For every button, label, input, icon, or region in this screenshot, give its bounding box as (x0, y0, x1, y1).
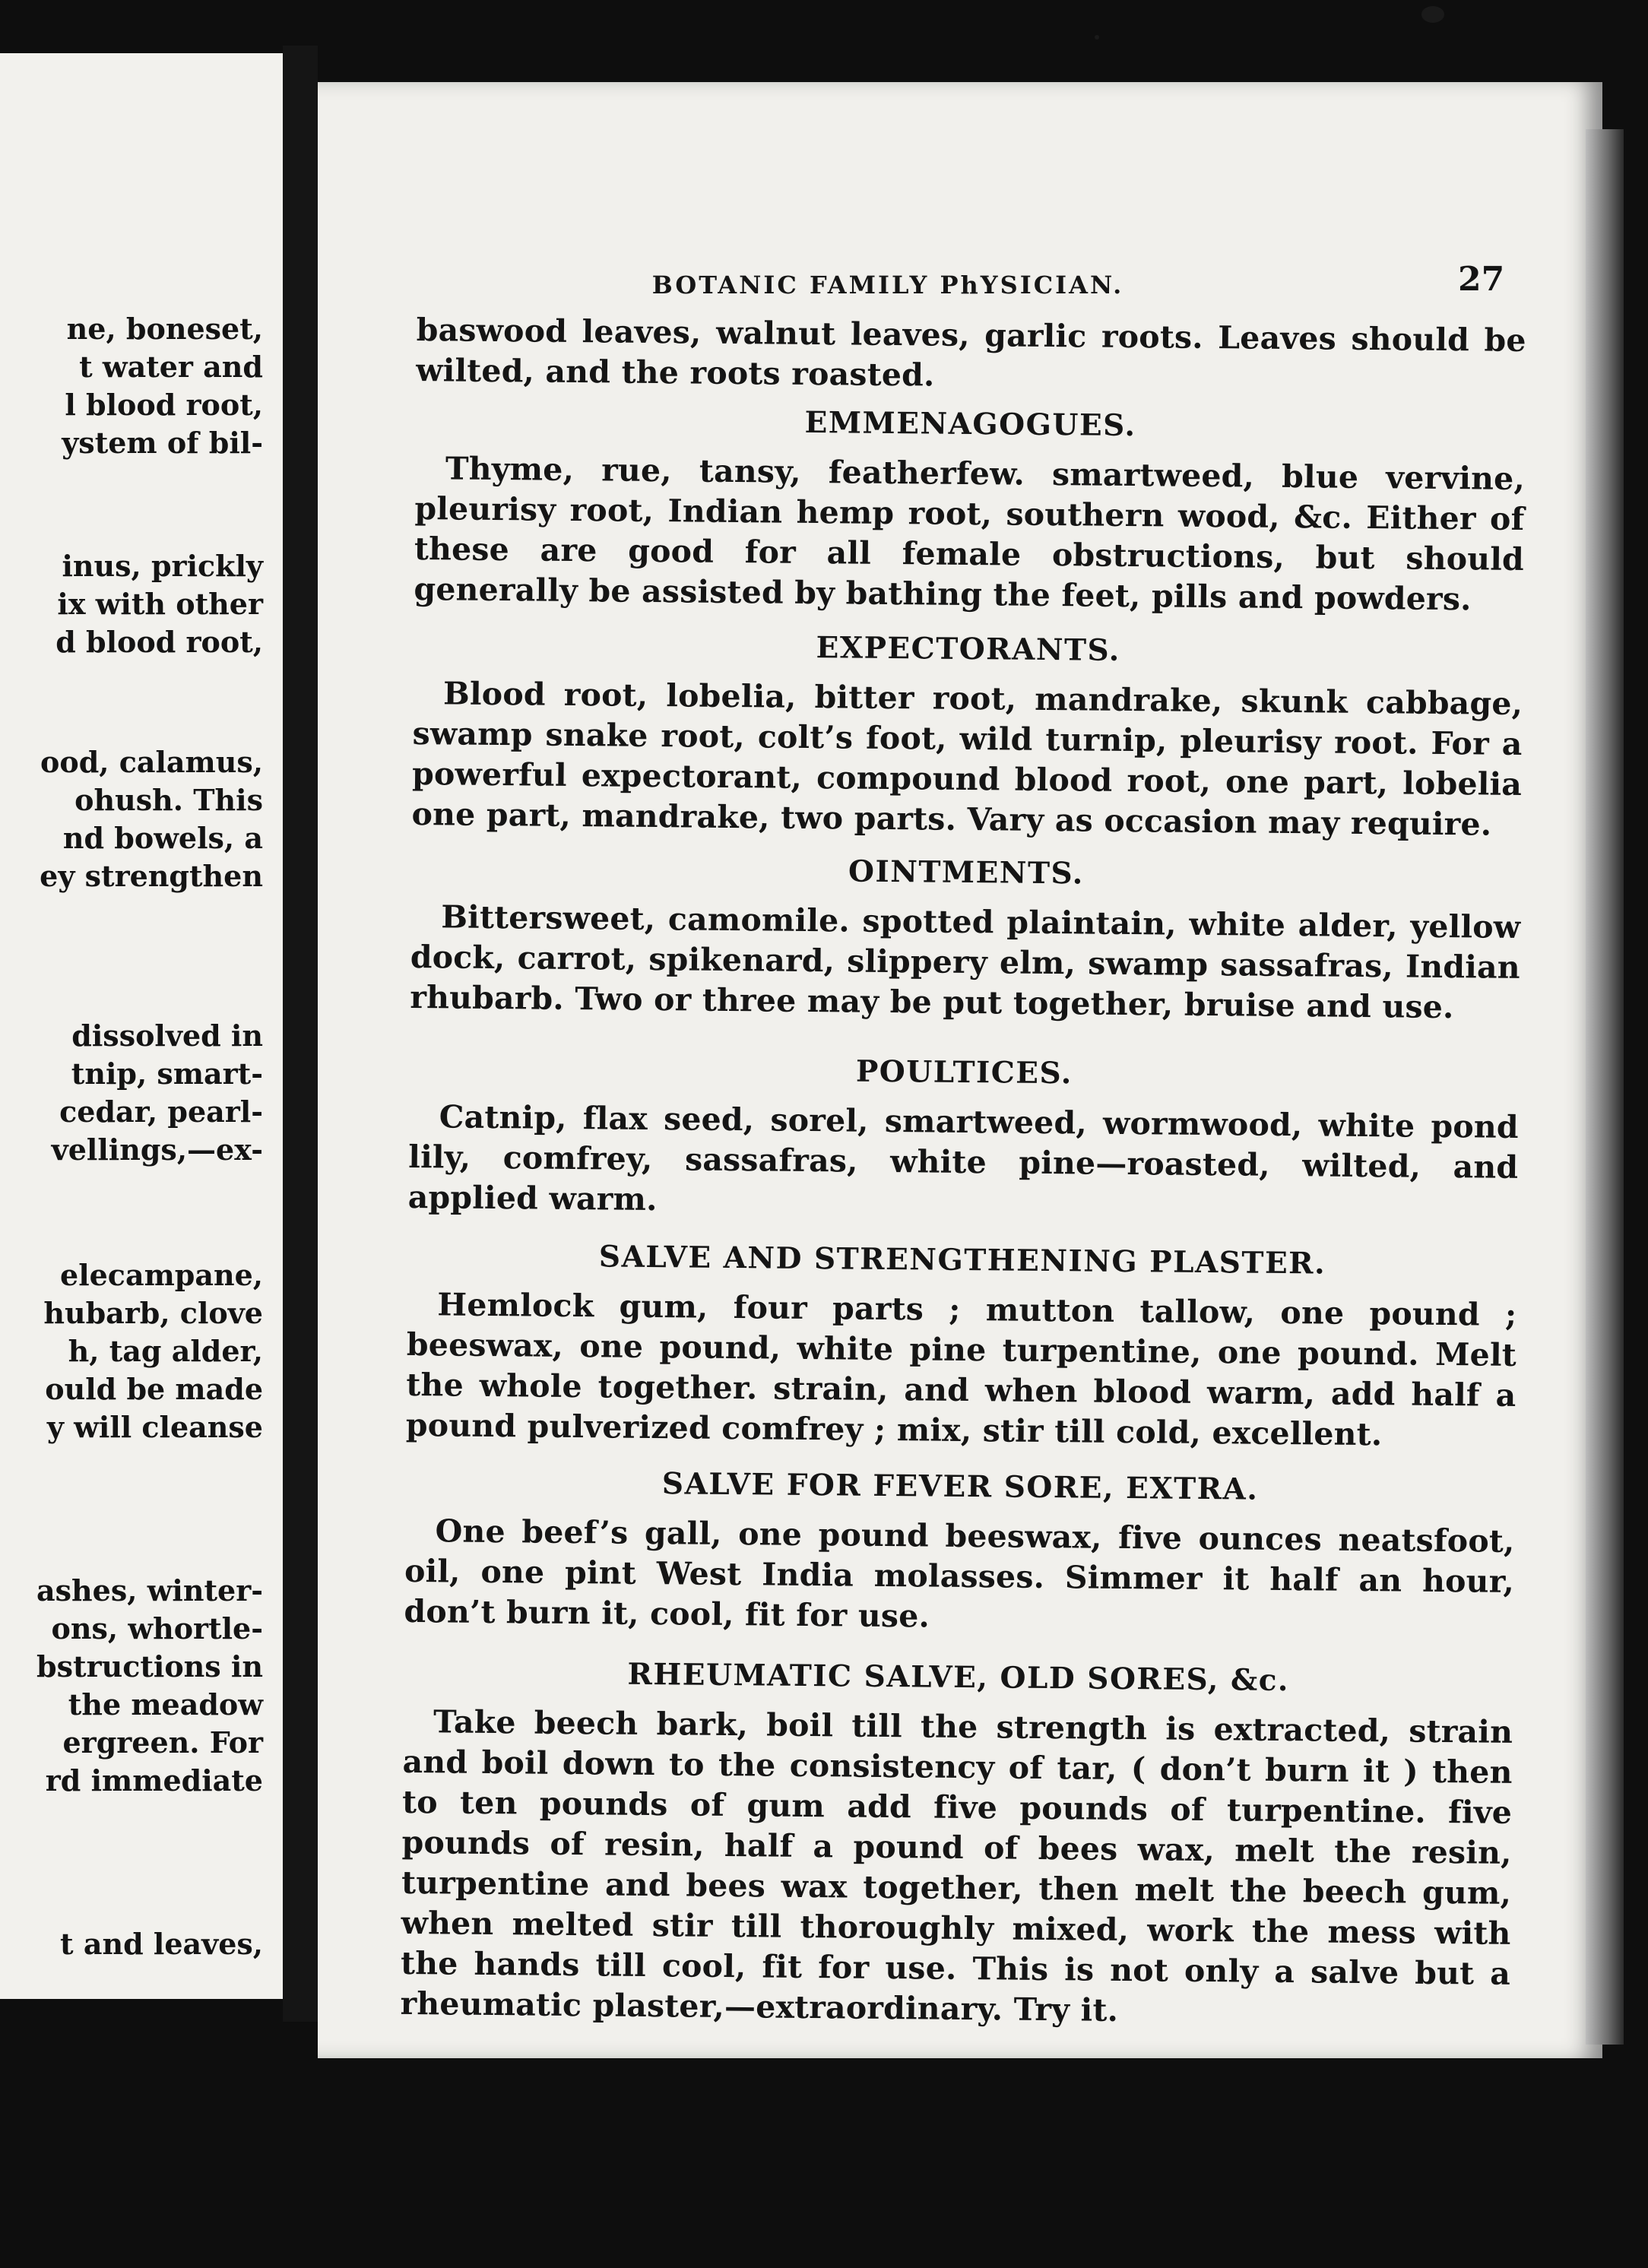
section-text-rheumatic-salve: Take beech bark, boil till the strength is extracted, strain and boil down to the consistency of tar, ( don’t burn it ) then to ten pounds of gum add five pounds of turpentine. five pounds of resin, half a pound of bees wax, melt the resin, turpentine and bees wax together, then melt the beech gum, when melted stir till thoroughly mixed, work the mess with the hands till cool, fit for use. This is not only a salve but a rheumatic plaster,—extraordinary. Try it. (400, 1703, 1513, 2029)
left-page-line: t water and (79, 350, 263, 384)
left-page-line: t and leaves, (60, 1927, 263, 1961)
section-text-salve-plaster: Hemlock gum, four parts ; mutton tallow, one pound ; beeswax, one pound, white pine turpentine, one pound. Melt the whole together. strain, and when blood warm, add half a pound pulverized comfrey ; mix, stir till cold, excellent. (405, 1286, 1517, 1453)
left-page-line: ergreen. For (62, 1725, 263, 1760)
left-page-line: bstructions in (36, 1649, 263, 1684)
left-page-line: ons, whortle- (51, 1611, 263, 1646)
left-page-line: ohush. This (74, 783, 263, 817)
left-page-line: ne, boneset, (66, 312, 263, 346)
scan-speck (1421, 6, 1444, 23)
left-page-line: ould be made (45, 1372, 263, 1406)
left-page-line: inus, prickly (62, 549, 263, 583)
section-heading-expectorants: EXPECTORANTS. (816, 630, 1121, 668)
running-title: BOTANIC FAMILY PhYSICIAN. (651, 271, 1124, 299)
left-page-line: vellings,—ex- (51, 1132, 263, 1167)
section-heading-salve-plaster: SALVE AND STRENGTHENING PLASTER. (598, 1239, 1326, 1281)
left-page-line: ix with other (57, 587, 263, 621)
left-page-line: ashes, winter- (36, 1573, 263, 1608)
left-page-line: ey strengthen (40, 859, 263, 893)
left-page-line: d blood root, (55, 625, 263, 659)
section-heading-rheumatic-salve: RHEUMATIC SALVE, OLD SORES, &c. (627, 1656, 1290, 1699)
left-page-line: l blood root, (65, 388, 263, 422)
section-text-poultices: Catnip, flax seed, sorel, smartweed, wormwood, white pond lily, comfrey, sassafras, white pine—roasted, wilted, and applied warm. (407, 1098, 1519, 1218)
section-text-emmenagogues: Thyme, rue, tansy, featherfew. smartweed, blue vervine, pleurisy root, Indian hemp root, southern wood, &c. Either of these are good for all female obstructions, but should generally be assisted by bathing the feet, pills and powders. (414, 450, 1526, 618)
left-page-line: rd immediate (45, 1763, 263, 1798)
section-heading-fever-sore: SALVE FOR FEVER SORE, EXTRA. (661, 1466, 1259, 1507)
left-page-line: ood, calamus, (40, 745, 263, 779)
section-text-expectorants: Blood root, lobelia, bitter root, mandrake, skunk cabbage, swamp snake root, colt’s foot, wild turnip, pleurisy root. For a powerful expectorant, compound blood root, one part, lobelia one part, mandrake, two parts. Vary as occasion may require. (411, 675, 1523, 843)
section-heading-ointments: OINTMENTS. (848, 854, 1085, 892)
left-page (0, 53, 283, 1999)
page-number: 27 (1458, 260, 1505, 299)
left-page-line: y will cleanse (46, 1410, 263, 1444)
left-page-line: ystem of bil- (62, 426, 263, 460)
left-page-line: dissolved in (71, 1018, 263, 1053)
left-page-line: the meadow (68, 1687, 263, 1722)
right-page (318, 82, 1602, 2058)
section-text-fever-sore: One beef’s gall, one pound beeswax, five ounces neatsfoot, oil, one pint West India molasses. Simmer it half an hour, don’t burn it, cool, fit for use. (404, 1513, 1515, 1635)
section-heading-poultices: POULTICES. (855, 1053, 1073, 1091)
continued-paragraph: baswood leaves, walnut leaves, garlic roots. Leaves should be wilted, and the roots roasted. (416, 311, 1526, 394)
page-edge-shadow (1586, 129, 1624, 2045)
page-body (400, 310, 1526, 2035)
scan-speck (1095, 35, 1099, 40)
section-heading-emmenagogues: EMMENAGOGUES. (804, 404, 1136, 444)
left-page-line: nd bowels, a (62, 821, 263, 855)
section-text-ointments: Bittersweet, camomile. spotted plaintain, white alder, yellow dock, carrot, spikenard, slippery elm, swamp sassafras, Indian rhubarb. Two or three may be put together, bruise and use. (410, 898, 1521, 1026)
left-page-line: elecampane, (60, 1258, 263, 1292)
left-page-line: cedar, pearl- (59, 1094, 263, 1129)
left-page-line: hubarb, clove (43, 1296, 263, 1330)
left-page-line: h, tag alder, (68, 1334, 263, 1368)
book-gutter (283, 46, 318, 2022)
left-page-line: tnip, smart- (71, 1056, 263, 1091)
